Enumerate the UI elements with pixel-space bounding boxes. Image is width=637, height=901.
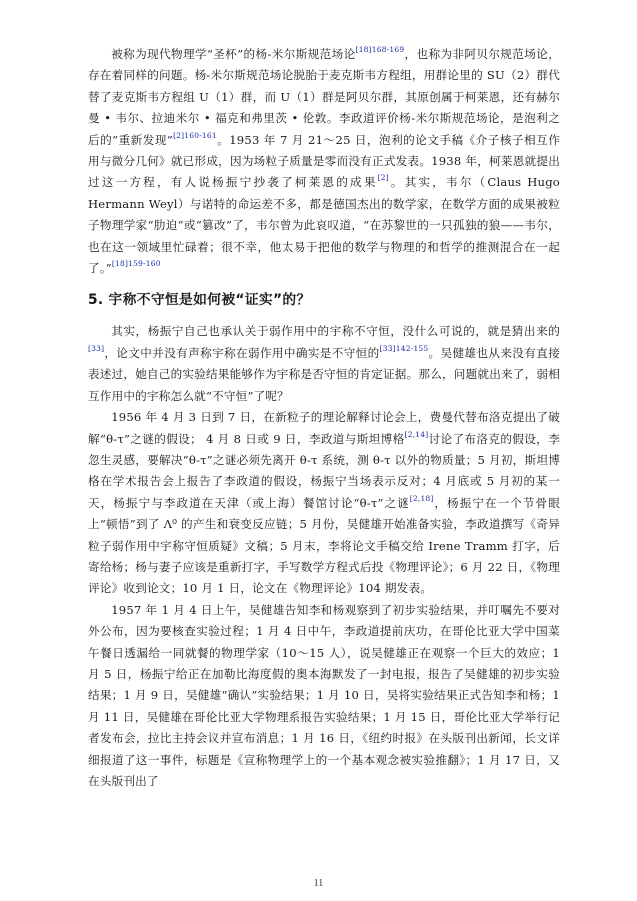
citation-ref[interactable]: [33]142-155 <box>379 343 429 353</box>
paragraph-text: ，论文中并没有声称宇称在弱作用中确实是不守恒的 <box>104 345 380 360</box>
paragraph-text: 。其实，韦尔（Claus Hugo Hermann Weyl）与诺特的命运差不多，都是德国杰出的数学家，在数学方面的成果被粒子物理学家“肋迫”或“篡改”了，韦尔曾为此哀叹道，“在苏黎世的一只孤独的狼——韦尔，也在这一领域里忙碌着；很不幸，他太易于把他的数学与物理的和哲学的推测混合在一起了。” <box>88 175 560 276</box>
paragraph-text: 1957 年 1 月 4 日上午，吴健雄告知李和杨观察到了初步实验结果，并叮嘱先不要对外公布，因为要核查实验过程；1 月 4 日中午，李政道提前庆功，在哥伦比亚大学中国菜午餐日透漏给一同就餐的物理学家（10～15 人），说吴健雄正在观察一个巨大的效应；1 月 5 日，杨振宁给正在加勒比海度假的奥本海默发了一封电报，报告了吴健雄的初步实验结果；1 月 9 日，吴健雄“确认”实验结果；1 月 10 日，吴将实验结果正式告知李和杨；1 月 11 日，吴健雄在哥伦比亚大学物理系报告实验结果；1 月 15 日，哥伦比亚大学举行记者发布会，拉比主持会议并宣布消息；1 月 16 日，《纽约时报》在头版刊出新闻，长文详细报道了这一事件，标题是《宣称物理学上的一个基本观念被实验推翻》；1 月 17 日，又在头版刊出了 <box>88 602 560 788</box>
paragraph-4 <box>88 600 560 793</box>
paragraph-text: ，杨振宁在一个节骨眼上“顿悟”到了 Λ⁰ 的产生和衰变反应链；5 月份，吴健雄开始准备实验，李政道撰写《奇异粒子弱作用中宇称守恒质疑》文稿；5 月末，李将论文手稿交给 Irene Tramm 打字，后寄给杨；杨与妻子应该是重新打字，手写数学方程式后投《物理评论》；6 月 22 日，《物理评论》收到论文；10 月 1 日，论文在《物理评论》104 期发表。 <box>88 495 560 596</box>
paragraph-text: 被称为现代物理学“圣杯”的杨-米尔斯规范场论 <box>111 47 356 61</box>
citation-ref[interactable]: [18]168-169 <box>355 45 405 54</box>
paragraph-1 <box>88 44 560 279</box>
paragraph-text: 其实，杨振宁自己也承认关于弱作用中的宇称不守恒，没什么可说的，就是猜出来的 <box>111 324 560 339</box>
page-content <box>88 44 560 792</box>
paragraph-text: ，也称为非阿贝尔规范场论，存在着同样的问题。杨-米尔斯规范场论脱胎于麦克斯韦方程组，用群论里的 SU（2）群代替了麦克斯韦方程组 U（1）群，而 U（1）群是阿贝尔群，其原创属于柯莱恩，还有赫尔曼 • 韦尔、拉迪米尔 • 福克和弗里茨 • 伦敦。李政道评价杨-米尔斯规范场论，是泡利之后的“重新发现” <box>88 47 560 147</box>
citation-ref[interactable]: [2]160-161 <box>173 130 217 140</box>
paragraph-text: 。吴健雄也从来没有直接表述过，她自己的实验结果能够作为宇称是否守恒的肯定证据。那么，问题就出来了，弱相互作用中的宇称怎么就“不守恒”了呢？ <box>88 345 561 403</box>
section-heading: 5. 宇称不守恒是如何被“证实”的？ <box>88 292 311 309</box>
paragraph-text: 讨论了布洛克的假设，李忽生灵感，要解决“θ-τ”之谜必须先离开 θ-τ 系统，测 θ-τ 以外的物质量；5 月初，斯坦博格在学术报告会上报告了李政道的假设，杨振宁当场表示反对；4 月底或 5 月初的某一天，杨振宁与李政道在天津（或上海）餐馆讨论“θ-τ”之谜 <box>88 431 560 510</box>
paragraph-text: 1956 年 4 月 3 日到 7 日，在新粒子的理论解释讨论会上，费曼代替布洛克提出了破解“θ-τ”之谜的假设； 4 月 8 日或 9 日，李政道与斯坦博格 <box>88 410 560 446</box>
paragraph-3 <box>88 407 560 600</box>
paragraph-2 <box>88 321 560 407</box>
citation-ref[interactable]: [18]159-160 <box>111 259 161 269</box>
paragraph-text: 。1953 年 7 月 21～25 日，泡利的论文手稿《介子核子相互作用与微分几何》就已形成，因为场粒子质量是零而没有正式发表。1938 年，柯莱恩就提出过这一方程，有人说杨振宁抄袭了柯莱恩的成果 <box>88 132 560 190</box>
citation-ref[interactable]: [2,14] <box>404 429 429 439</box>
citation-ref[interactable]: [2] <box>377 173 389 183</box>
citation-ref[interactable]: [2,18] <box>409 493 434 503</box>
page-number: 11 <box>313 878 324 889</box>
citation-ref[interactable]: [33] <box>88 343 105 353</box>
